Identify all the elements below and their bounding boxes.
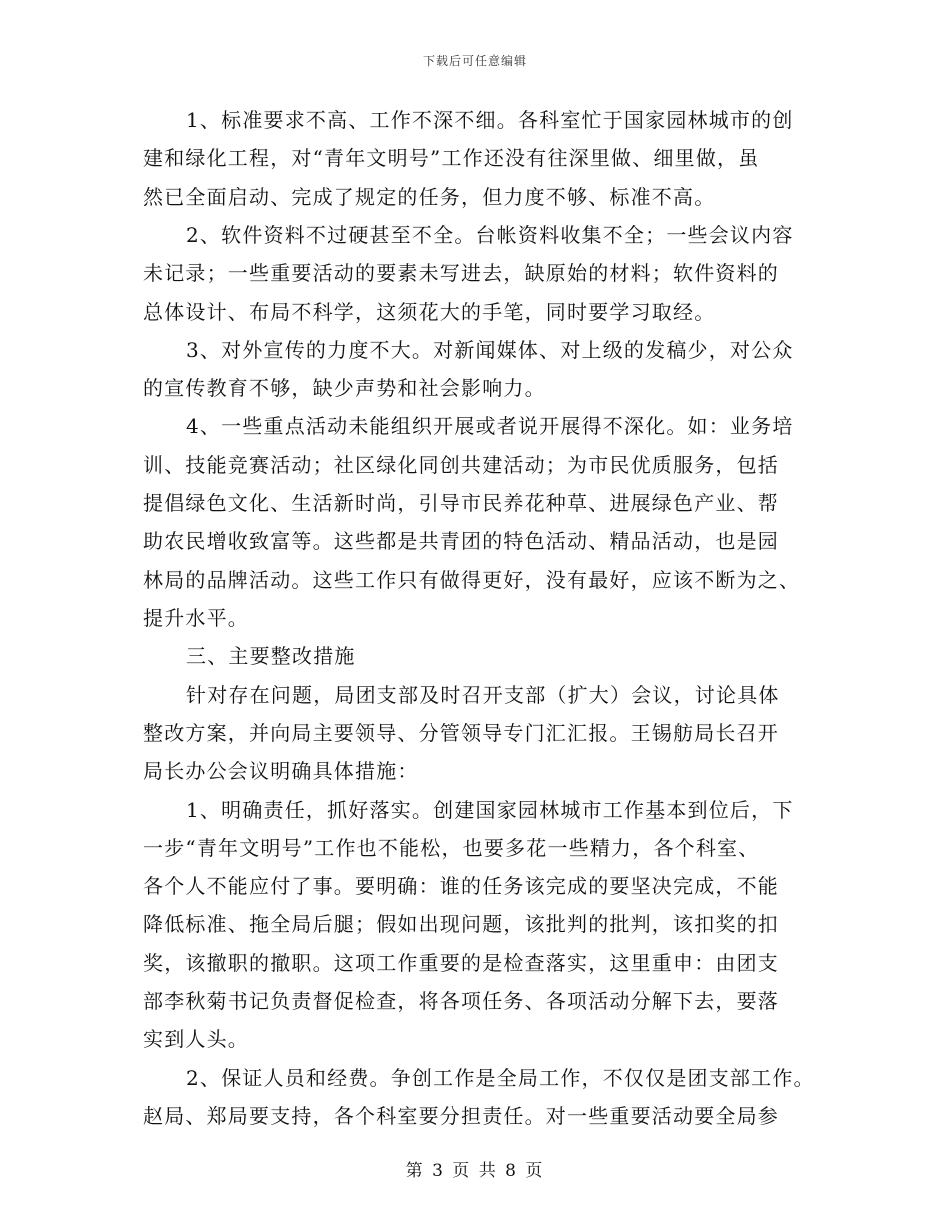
text-line: 各个人不能应付了事。要明确：谁的任务该完成的要坚决完成，不能 — [143, 874, 779, 898]
text-line: 然已全面启动、完成了规定的任务，但力度不够、标准不高。 — [143, 185, 716, 209]
page-number-footer: 第 3 页 共 8 页 — [405, 1161, 545, 1181]
text-line: 整改方案，并向局主要领导、分管领导专门汇汇报。王锡舫局长召开 — [143, 721, 779, 745]
text-line: 林局的品牌活动。这些工作只有做得更好，没有最好，应该不断为之、 — [143, 568, 801, 592]
text-line: 3、对外宣传的力度不大。对新闻媒体、对上级的发稿少，对公众 — [186, 338, 794, 362]
text-line: 的宣传教育不够，缺少声势和社会影响力。 — [143, 376, 546, 400]
text-line: 训、技能竞赛活动；社区绿化同创共建活动；为市民优质服务，包括 — [143, 453, 779, 477]
section-heading: 三、主要整改措施 — [186, 644, 356, 668]
text-line: 2、软件资料不过硬甚至不全。台帐资料收集不全；一些会议内容 — [186, 223, 794, 247]
header-note: 下载后可任意编辑 — [422, 54, 527, 68]
text-line: 1、标准要求不高、工作不深不细。各科室忙于国家园林城市的创 — [186, 108, 794, 132]
text-line: 建和绿化工程，对“青年文明号”工作还没有往深里做、细里做，虽 — [143, 146, 760, 170]
text-line: 助农民增收致富等。这些都是共青团的特色活动、精品活动，也是园 — [143, 529, 779, 553]
text-line: 针对存在问题，局团支部及时召开支部（扩大）会议，讨论具体 — [186, 683, 780, 707]
text-line: 未记录；一些重要活动的要素未写进去，缺原始的材料；软件资料的 — [143, 261, 779, 285]
text-line: 奖，该撤职的撤职。这项工作重要的是检查落实，这里重申：由团支 — [143, 951, 779, 975]
text-line: 总体设计、布局不科学，这须花大的手笔，同时要学习取经。 — [143, 300, 716, 324]
text-line: 一步“青年文明号”工作也不能松，也要多花一些精力，各个科室、 — [143, 836, 760, 860]
text-line: 提升水平。 — [143, 606, 249, 630]
text-line: 赵局、郑局要支持，各个科室要分担责任。对一些重要活动要全局参 — [143, 1104, 779, 1128]
text-line: 2、保证人员和经费。争创工作是全局工作，不仅仅是团支部工作。 — [186, 1066, 815, 1090]
text-line: 实到人头。 — [143, 1027, 249, 1051]
text-line: 局长办公会议明确具体措施： — [143, 759, 419, 783]
text-line: 1、明确责任，抓好落实。创建国家园林城市工作基本到位后，下 — [186, 798, 794, 822]
text-line: 降低标准、拖全局后腿；假如出现问题，该批判的批判，该扣奖的扣 — [143, 912, 779, 936]
text-line: 部李秋菊书记负责督促检查，将各项任务、各项活动分解下去，要落 — [143, 989, 779, 1013]
text-line: 4、一些重点活动未能组织开展或者说开展得不深化。如：业务培 — [186, 414, 794, 438]
text-line: 提倡绿色文化、生活新时尚，引导市民养花种草、进展绿色产业、帮 — [143, 491, 779, 515]
